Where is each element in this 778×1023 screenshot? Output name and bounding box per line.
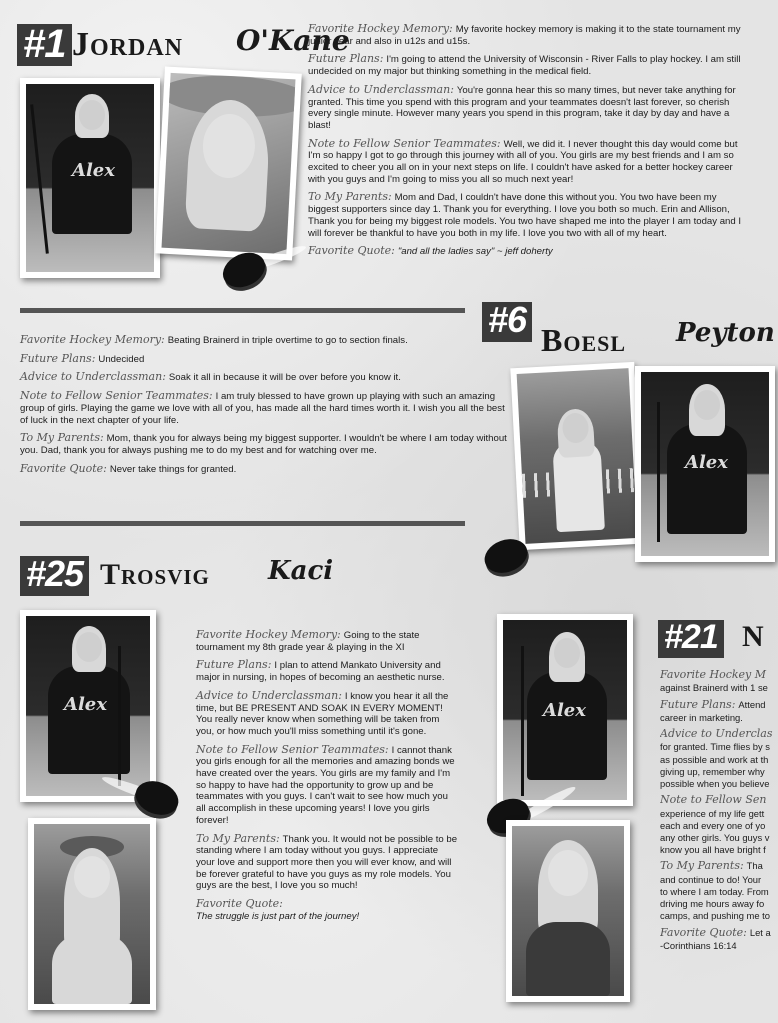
field-value: I know you hear it all the time, but BE PRESENT AND SOAK IN EVERY MOMENT! You really never know when something will be taken from you, or how much you'll miss something until it's gone.	[196, 690, 449, 737]
player-last-name: Trosvig	[100, 558, 210, 591]
field-value: Tha	[746, 860, 763, 872]
portrait-photo	[510, 362, 643, 550]
field-value: Never take things for granted.	[109, 463, 237, 475]
field-value: giving up, remember why	[660, 765, 765, 777]
field-label: Note to Fellow Senior Teammates:	[308, 136, 501, 150]
field-value: I plan to attend Mankato University and major in nursing, in hopes of becoming an aesthetic nurse.	[196, 660, 445, 684]
field-value: I cannot thank you girls enough for all the memories and amazing bonds we have created over the years. You girls are my family and I'm so happy to have had the opportunity to grow up and be teammates with you guys. I can't wait to see how much you all accomplish in these upcoming years! I love you girls forever!	[196, 744, 455, 826]
field-value: driving me hours away fo	[660, 898, 765, 910]
portrait-photo	[506, 820, 630, 1002]
text-line	[660, 898, 778, 910]
text-line	[660, 820, 778, 832]
hockey-photo	[20, 610, 156, 802]
field-label: Future Plans:	[20, 351, 96, 365]
field-value: Beating Brainerd in triple overtime to go to section finals.	[167, 335, 408, 346]
text-line	[660, 668, 778, 682]
jersey-logo: Alex	[72, 160, 115, 181]
player-number-badge: #1	[17, 24, 72, 66]
hockey-photo	[497, 614, 633, 806]
field-value: Soak it all in because it will be over before you know it.	[168, 372, 401, 384]
text-line	[660, 727, 778, 741]
field-value: know you all have bright f	[660, 844, 766, 856]
field-value: camps, and pushing me to	[660, 910, 770, 922]
player-first-name: Peyton	[676, 318, 775, 348]
field-value: I am truly blessed to have grown up playing with such an amazing group of girls. Playing the game we love with all of you, has made all the hard times worth it. I wish you all the best of luck in the next chapter of your life.	[20, 391, 505, 426]
text-line	[660, 712, 778, 724]
player-first-name: Kaci	[268, 556, 334, 586]
field-value: Let a	[749, 926, 771, 938]
field-value: each and every one of yo	[660, 819, 766, 831]
field-value: Well, we did it. I never thought this day would come but I'm so happy I got to go through this journey with all of you. You girls are my best friends and I am so excited to cheer you all on in your next steps on life. I couldn't have asked for a better hockey career with you guys and I'm going to miss you all so much next year!	[308, 138, 738, 185]
field-label: Advice to Underclassman:	[196, 688, 342, 702]
text-line	[660, 778, 778, 790]
field-label: Favorite Quote:	[196, 897, 283, 911]
section-divider	[20, 521, 465, 526]
field-value: any other girls. You guys v	[660, 831, 770, 843]
field-value: Mom, thank you for always being my biggest supporter. I wouldn't be where I am today without you. Dad, thank you for always pushing me to do my best and for watching over me.	[20, 433, 507, 456]
field-label: Favorite Quote:	[20, 461, 107, 475]
text-line	[660, 754, 778, 766]
field-label: To My Parents:	[196, 831, 280, 845]
field-label: Future Plans:	[196, 658, 272, 672]
profile-text	[308, 22, 748, 263]
text-line	[660, 859, 778, 873]
field-value: You're gonna hear this so many times, but never take anything for granted. This time you spend with this program and your teammates doesn't last forever, so cherish every single minute. However many years you spend in this program, take it day by day and have a blast!	[308, 84, 736, 131]
field-label: To My Parents:	[308, 190, 392, 204]
field-label: Advice to Underclas	[660, 727, 773, 741]
field-value: as possible and work at th	[660, 753, 769, 765]
field-value: Undecided	[98, 353, 145, 365]
text-line	[660, 940, 778, 952]
field-value: I'm going to attend the University of Wisconsin - River Falls to play hockey. I am still undecided on my major but thinking something in the medical field.	[308, 54, 741, 78]
text-line	[660, 926, 778, 940]
section-divider	[20, 308, 465, 313]
text-line	[660, 682, 778, 694]
field-value: for granted. Time flies by s	[660, 741, 770, 753]
hockey-photo	[635, 366, 775, 562]
field-label: Future Plans:	[660, 697, 736, 711]
field-label: Future Plans:	[308, 52, 384, 66]
field-value: The struggle is just part of the journey!	[196, 910, 360, 922]
field-label: To My Parents:	[660, 859, 744, 873]
field-value: and continue to do! Your	[660, 873, 762, 885]
field-value: Thank you. It would not be possible to be standing where I am today without you guys. I appreciate your love and support more then you will ever know, and will be forever grateful to have you guys as my role models. You guys are the best, I love you so much!	[196, 833, 458, 892]
hockey-photo	[20, 78, 160, 278]
field-label: Note to Fellow Sen	[660, 793, 767, 807]
profile-text	[20, 333, 510, 480]
field-value: possible when you believe	[660, 777, 770, 789]
field-label: Advice to Underclassman:	[308, 82, 454, 96]
field-value: Mom and Dad, I couldn't have done this without you. You two have been my biggest supporters since day 1. Thank you for everything. I love you both so much. Erin and Allison, Thank you for being my biggest role models. You two have shaped me into the player I am today and I will forever be thankful to have you both in my life. I love you two with all of my heart.	[308, 192, 742, 239]
text-line	[660, 844, 778, 856]
text-line	[660, 808, 778, 820]
text-line	[660, 910, 778, 922]
player-first-name: O'Kane	[236, 24, 350, 57]
field-value: Attend	[738, 698, 766, 710]
field-value: -Corinthians 16:14	[660, 939, 737, 951]
field-label: Favorite Hockey Memory:	[308, 22, 453, 35]
field-value: experience of my life gett	[660, 807, 765, 819]
field-value: Going to the state tournament my 8th grade year & playing in the XI	[196, 630, 420, 653]
field-value: My favorite hockey memory is making it to the state tournament my junior year and also in u12s and u15s.	[308, 24, 741, 47]
field-label: To My Parents:	[20, 431, 104, 445]
player-last-name: Jordan	[72, 26, 183, 63]
field-value: against Brainerd with 1 se	[660, 682, 768, 694]
text-line	[660, 874, 778, 886]
field-label: Advice to Underclassman:	[20, 370, 166, 384]
field-value: career in marketing.	[660, 711, 743, 723]
jersey-logo: Alex	[685, 452, 728, 473]
jersey-logo: Alex	[543, 700, 586, 721]
player-number-badge: #6	[482, 302, 532, 342]
field-label: Favorite Quote:	[308, 244, 395, 258]
text-line	[660, 793, 778, 807]
text-line	[660, 832, 778, 844]
player-last-name: N	[742, 620, 765, 653]
text-line	[660, 741, 778, 753]
field-value: to where I am today. From	[660, 885, 769, 897]
text-line	[660, 698, 778, 712]
field-label: Note to Fellow Senior Teammates:	[20, 389, 213, 403]
jersey-logo: Alex	[64, 694, 107, 715]
profile-text	[660, 668, 778, 952]
field-label: Favorite Hockey Memory:	[196, 628, 341, 641]
field-label: Favorite Hockey M	[660, 668, 767, 681]
field-label: Favorite Hockey Memory:	[20, 333, 165, 346]
field-label: Note to Fellow Senior Teammates:	[196, 742, 389, 756]
portrait-photo	[155, 67, 302, 261]
field-label: Favorite Quote:	[660, 925, 747, 939]
player-last-name: Boesl	[541, 322, 627, 358]
profile-text	[196, 628, 458, 927]
portrait-photo	[28, 818, 156, 1010]
text-line	[660, 886, 778, 898]
player-number-badge: #25	[20, 556, 89, 596]
text-line	[660, 766, 778, 778]
field-value: "and all the ladies say" ~ jeff doherty	[397, 246, 553, 258]
player-number-badge: #21	[658, 620, 724, 658]
